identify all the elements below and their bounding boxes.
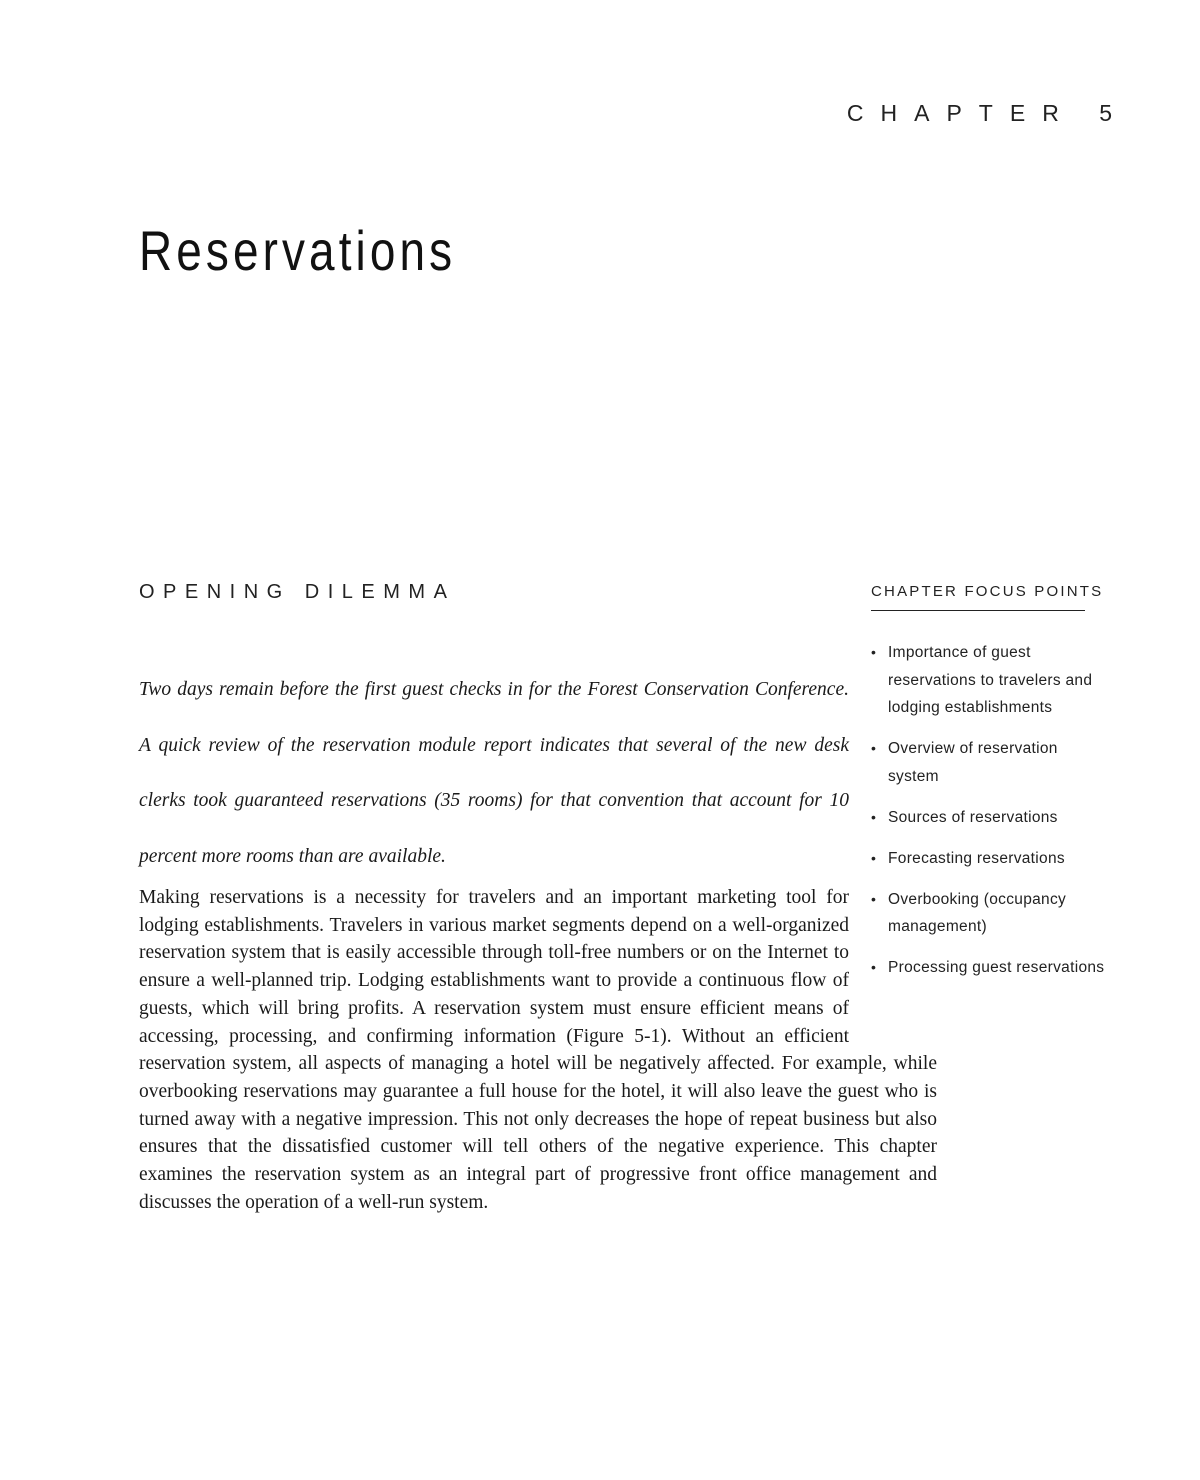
bullet-icon: • (871, 740, 877, 756)
body-paragraph: Making reservations is a necessity for travelers and an important marketing tool for lodging establishments. Travelers in various market segments depend on a well-organized reservation system that is easily accessible through toll-free numbers or on the Internet to ensure a well-planned trip. Lodging establishments want to provide a continuous flow of guests, which will bring profits. A reservation system must ensure efficient means of accessing, processing, and confirming information (Figure 5-1). Without an efficient reservation system, all aspects of managing a hotel will be negatively affected. For example, while overbooking reservations may guarantee a full house for the hotel, it will also leave the guest who is turned away with a negative impression. This not only decreases the hope of repeat business but also ensures that the dissatisfied customer will tell others of the negative experience. This chapter examines the reservation system as an integral part of progressive front office management and discusses the operation of a well-run system. (139, 887, 937, 1213)
focus-point-item (871, 845, 1113, 873)
bullet-icon: • (871, 644, 877, 660)
opening-dilemma-text: Two days remain before the first guest checks in for the Forest Conservation Conference. A quick review of the reservation module report indicates that several of the new desk clerks took guaranteed reservations (35 rooms) for that convention that account for 10 percent more rooms than are available. (139, 679, 849, 867)
opening-dilemma-heading: OPENING DILEMMA (139, 581, 456, 603)
focus-point-text: Processing guest reservations (888, 959, 1105, 976)
focus-point-text: Forecasting reservations (888, 849, 1065, 867)
focus-point-item (871, 639, 1113, 722)
focus-point-text: Overbooking (occupancy management) (888, 890, 1067, 935)
focus-point-item (871, 735, 1113, 790)
focus-points-title: CHAPTER FOCUS POINTS (871, 583, 1085, 611)
sidebar-spacer (849, 884, 937, 1050)
focus-point-text: Sources of reservations (888, 808, 1058, 826)
bullet-icon: • (871, 849, 877, 866)
focus-point-text: Overview of reservation system (888, 740, 1058, 785)
focus-point-text: Importance of guest reservations to travelers and lodging establishments (888, 644, 1093, 716)
bullet-icon: • (871, 959, 877, 975)
chapter-label: CHAPTER 5 (846, 100, 1129, 126)
bullet-icon: • (871, 890, 877, 907)
body-text-block (139, 884, 937, 1216)
focus-point-item (871, 804, 1113, 832)
bullet-icon: • (871, 808, 877, 825)
chapter-title: Reservations (139, 219, 457, 282)
